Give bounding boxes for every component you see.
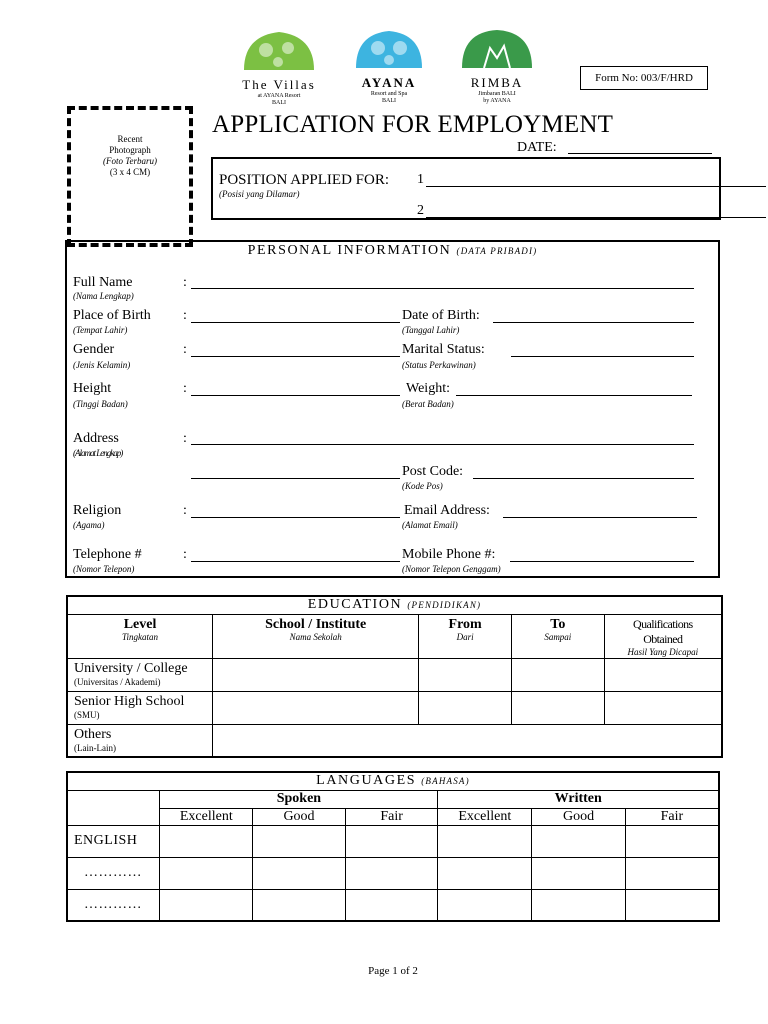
language-cell[interactable] <box>253 857 346 889</box>
table-row: Senior High School (SMU) <box>67 691 722 724</box>
language-cell[interactable] <box>438 889 532 921</box>
logo-ayana: AYANA Resort and Spa BALI <box>346 28 432 105</box>
language-name: ENGLISH <box>67 825 160 857</box>
place-of-birth-label: Place of Birth <box>73 308 151 323</box>
telephone-label: Telephone # <box>73 547 142 562</box>
language-cell[interactable] <box>625 889 719 921</box>
marital-status-field[interactable] <box>511 356 694 357</box>
villas-emblem-icon <box>236 28 322 72</box>
language-cell[interactable] <box>253 889 346 921</box>
education-table <box>66 595 723 758</box>
spoken-excellent-header: Excellent <box>160 808 253 825</box>
date-label: DATE: <box>517 140 557 155</box>
date-field[interactable] <box>568 153 712 154</box>
ayana-emblem-icon <box>346 28 432 70</box>
date-of-birth-field[interactable] <box>493 322 694 323</box>
table-row: Others (Lain-Lain) <box>67 724 722 757</box>
logo-name: AYANA <box>361 75 417 90</box>
logo-name: RIMBA <box>470 75 524 90</box>
full-name-label: Full Name <box>73 275 133 290</box>
written-good-header: Good <box>532 808 626 825</box>
language-cell[interactable] <box>532 825 626 857</box>
education-from-cell[interactable] <box>419 691 512 724</box>
written-excellent-header: Excellent <box>438 808 532 825</box>
spoken-good-header: Good <box>253 808 346 825</box>
weight-label: Weight: <box>406 381 450 396</box>
language-cell[interactable] <box>532 889 626 921</box>
language-cell[interactable] <box>625 825 719 857</box>
language-cell[interactable] <box>160 825 253 857</box>
position-sub: (Posisi yang Dilamar) <box>219 189 300 199</box>
education-qualification-cell[interactable] <box>604 691 722 724</box>
weight-field[interactable] <box>456 395 692 396</box>
post-code-label: Post Code: <box>402 464 464 479</box>
language-name[interactable]: ………… <box>67 889 160 921</box>
email-label: Email Address: <box>404 503 490 518</box>
education-from-cell[interactable] <box>419 658 512 691</box>
gender-label: Gender <box>73 342 115 357</box>
height-label: Height <box>73 381 112 396</box>
table-row <box>67 857 719 889</box>
languages-table <box>66 771 720 922</box>
logo-the-villas: The Villas at AYANA Resort BALI <box>236 28 322 107</box>
post-code-field[interactable] <box>473 478 694 479</box>
religion-label: Religion <box>73 503 122 518</box>
page-title: APPLICATION FOR EMPLOYMENT <box>212 111 614 138</box>
page-number: Page 1 of 2 <box>368 965 418 977</box>
telephone-field[interactable] <box>191 561 400 562</box>
position-option-2-number: 2 <box>417 203 424 218</box>
language-cell[interactable] <box>253 825 346 857</box>
education-others-cell[interactable] <box>213 724 722 757</box>
language-cell[interactable] <box>160 889 253 921</box>
position-option-1-field[interactable] <box>426 186 766 187</box>
address-field-line-2[interactable] <box>191 478 400 479</box>
table-row <box>67 889 719 921</box>
personal-info-title: PERSONAL INFORMATION (DATA PRIBADI) <box>247 243 538 258</box>
table-row: University / College (Universitas / Akademi) <box>67 658 722 691</box>
mobile-phone-field[interactable] <box>510 561 694 562</box>
marital-status-label: Marital Status: <box>402 342 485 357</box>
logo-name: The Villas <box>242 77 316 92</box>
language-cell[interactable] <box>532 857 626 889</box>
education-col-to: To Sampai <box>511 614 604 658</box>
education-col-school: School / Institute Nama Sekolah <box>213 614 419 658</box>
education-school-cell[interactable] <box>213 658 419 691</box>
written-header: Written <box>438 790 719 808</box>
rimba-tree-icon <box>454 28 540 70</box>
mobile-phone-label: Mobile Phone #: <box>402 547 496 562</box>
position-option-2-field[interactable] <box>426 217 766 218</box>
spoken-header: Spoken <box>160 790 438 808</box>
religion-field[interactable] <box>191 517 400 518</box>
language-cell[interactable] <box>438 857 532 889</box>
full-name-field[interactable] <box>191 288 694 289</box>
language-cell[interactable] <box>625 857 719 889</box>
personal-info-section <box>65 240 720 578</box>
place-of-birth-field[interactable] <box>191 322 400 323</box>
form-number: Form No: 003/F/HRD <box>580 66 708 90</box>
position-option-1-number: 1 <box>417 172 424 187</box>
logo-rimba: RIMBA Jimbaran BALI by AYANA <box>454 28 540 105</box>
address-field-line-1[interactable] <box>191 444 694 445</box>
date-of-birth-label: Date of Birth: <box>402 308 480 323</box>
languages-title: LANGUAGES (BAHASA) <box>67 772 719 790</box>
language-name[interactable]: ………… <box>67 857 160 889</box>
education-school-cell[interactable] <box>213 691 419 724</box>
education-to-cell[interactable] <box>511 691 604 724</box>
language-cell[interactable] <box>438 825 532 857</box>
education-to-cell[interactable] <box>511 658 604 691</box>
language-cell[interactable] <box>345 825 438 857</box>
language-cell[interactable] <box>345 857 438 889</box>
written-fair-header: Fair <box>625 808 719 825</box>
photo-placeholder[interactable]: Recent Photograph (Foto Terbaru) (3 x 4 CM) <box>67 106 193 247</box>
address-label: Address <box>73 431 119 446</box>
language-cell[interactable] <box>160 857 253 889</box>
language-cell[interactable] <box>345 889 438 921</box>
education-col-level: Level Tingkatan <box>67 614 213 658</box>
table-row <box>67 825 719 857</box>
gender-field[interactable] <box>191 356 400 357</box>
education-col-qualifications: Qualifications Obtained Hasil Yang Dicapai <box>604 614 722 658</box>
education-col-from: From Dari <box>419 614 512 658</box>
education-qualification-cell[interactable] <box>604 658 722 691</box>
height-field[interactable] <box>191 395 400 396</box>
position-label: POSITION APPLIED FOR: <box>219 172 390 188</box>
education-title: EDUCATION (PENDIDIKAN) <box>67 596 722 614</box>
email-field[interactable] <box>503 517 697 518</box>
spoken-fair-header: Fair <box>345 808 438 825</box>
